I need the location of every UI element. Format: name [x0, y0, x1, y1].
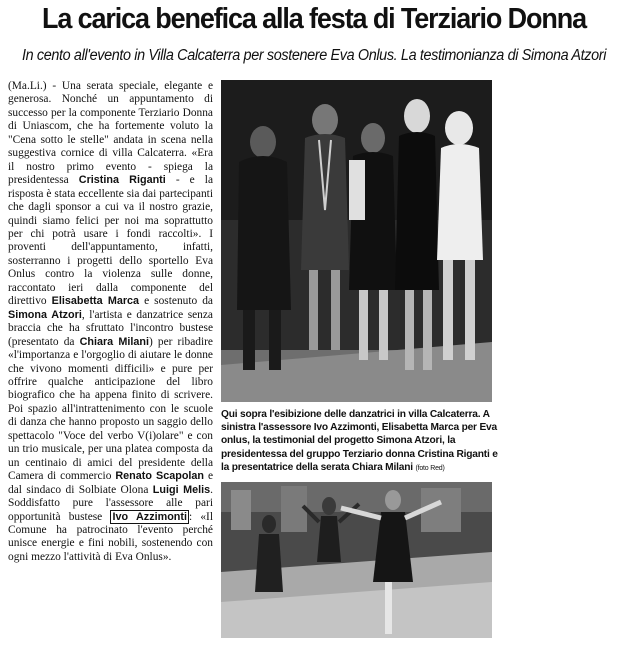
body-text: ) per ribadire «l'importanza e l'orgoglio di aiutare le donne che vivono momenti difficili» e pure per offrire qualche anticipazione del libro biografico che ha appena finito di scrivere. Poi spazio all'intrattenimento con le scuole di danza che hanno proposto un saggio dello spettacolo "Voce del verbo V(i)olare" e con un trio musicale, per una platea composta da un centinaio di amici del presidente della Camera di commercio [8, 335, 213, 483]
body-text: . Soddisfatto pure l'assessore alle pari opportunità bustese [8, 483, 213, 523]
body-text: e sostenuto da [139, 295, 213, 308]
name-bold: Elisabetta Marca [51, 295, 140, 308]
name-bold: Chiara Milani [79, 335, 150, 348]
body-text: e dal sindaco di Solbiate Olona [8, 470, 214, 496]
body-text: : «Il Comune ha patrocinato l'evento perché unisce energie e fini nobili, sostenendo con ogni mezzo l'attività di Eva Onlus». [8, 510, 213, 563]
photo-credit: (foto Red) [415, 464, 445, 472]
subheadline: In cento all'evento in Villa Calcaterra per sostenere Eva Onlus. La testimonianza di Simona Atzori [21, 47, 607, 64]
name-bold: Cristina Riganti [78, 174, 166, 187]
name-bold: Luigi Melis [152, 483, 211, 496]
name-bold: Simona Atzori [8, 308, 82, 321]
body-text: (Ma.Li.) - Una serata speciale, elegante e generosa. Nonché un appuntamento di successo per la componente Terziario Donna di Uniascom, che ha fortemente voluto la "Cena sotto le stelle" andata in scena nella suggestiva cornice di villa Calcaterra. «Era il nostro primo evento - spiega la presidentessa [8, 80, 213, 187]
article-paragraph [8, 80, 213, 564]
photo-caption [221, 408, 499, 475]
photo-dancers [221, 482, 492, 638]
name-bold-boxed: Ivo Azzimonti [112, 510, 187, 523]
article-body [8, 80, 213, 564]
caption-text: Qui sopra l'esibizione delle danzatrici in villa Calcaterra. A sinistra l'assessore Ivo Azzimonti, Elisabetta Marca per Eva onlus, la testimonial del progetto Simona Atzori, la presidentessa del gruppo Terziario donna Cristina Riganti e la presentatrice della serata Chiara Milani [221, 409, 498, 473]
name-bold: Renato Scapolan [115, 470, 205, 483]
body-text: , l'artista e danzatrice senza braccia che ha sfruttato l'incontro bustese (presentato da [8, 308, 213, 348]
body-text: - e la risposta è stata eccellente sia dai partecipanti che dagli sponsor a cui va il nostro grazie, quindi siamo felici per noi ma soprattutto per chi potrà usare i fondi raccolti». I proventi dell'appuntamento, infatti, sosterranno i progetti dello sportello Eva Onlus contro la violenza sulle donne, raccontato ieri dalla componente del direttivo [8, 174, 213, 308]
photo-group-illustration [221, 80, 492, 402]
photo-group [221, 80, 492, 402]
headline: La carica benefica alla festa di Terziario Donna [42, 3, 586, 35]
photo-dancers-illustration [221, 482, 492, 638]
